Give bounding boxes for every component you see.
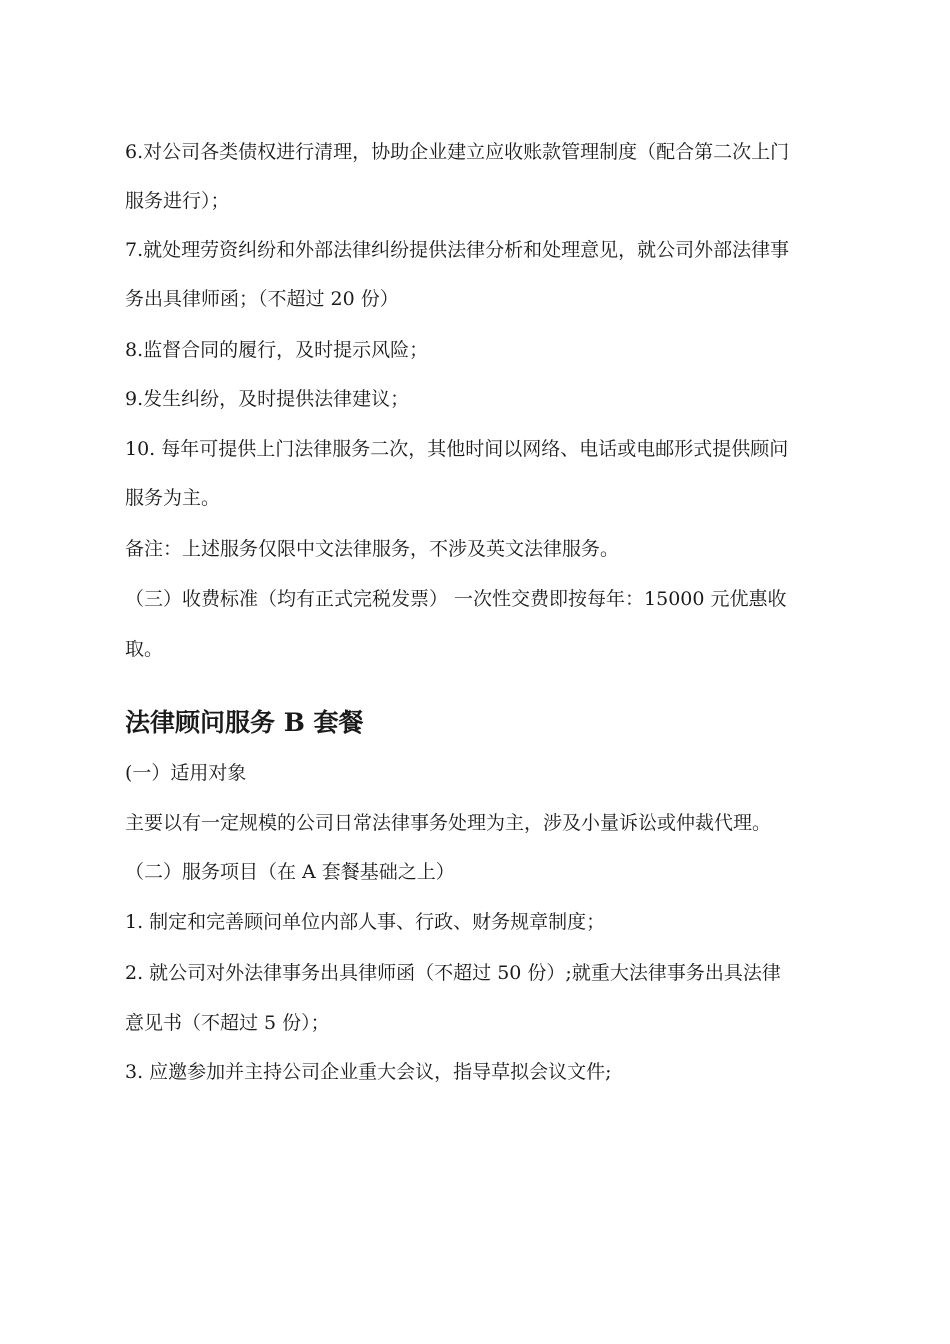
paragraph-line: 务出具律师函；（不超过 20 份） xyxy=(125,288,399,310)
list-item-continuation: 意见书（不超过 5 份）； xyxy=(125,1012,330,1034)
subsection-title-services: （二）服务项目（在 A 套餐基础之上） xyxy=(125,861,455,883)
paragraph-line: 7.就处理劳资纠纷和外部法律纠纷提供法律分析和处理意见，就公司外部法律事 xyxy=(125,239,790,261)
list-item: 3. 应邀参加并主持公司企业重大会议，指导草拟会议文件; xyxy=(125,1061,612,1083)
paragraph-line: 8.监督合同的履行，及时提示风险； xyxy=(125,339,429,361)
list-item: 2. 就公司对外法律事务出具律师函（不超过 50 份）;就重大法律事务出具法律 xyxy=(125,962,781,984)
paragraph-line: 主要以有一定规模的公司日常法律事务处理为主，涉及小量诉讼或仲裁代理。 xyxy=(125,812,772,834)
remark-line: 备注：上述服务仅限中文法律服务，不涉及英文法律服务。 xyxy=(125,538,620,560)
paragraph-line: 9.发生纠纷，及时提供法律建议； xyxy=(125,388,410,410)
paragraph-line: 10. 每年可提供上门法律服务二次，其他时间以网络、电话或电邮形式提供顾问 xyxy=(125,438,789,460)
paragraph-line: 服务为主。 xyxy=(125,487,221,509)
paragraph-line: 6.对公司各类债权进行清理，协助企业建立应收账款管理制度（配合第二次上门 xyxy=(125,141,790,163)
fee-standard-line: （三）收费标准（均有正式完税发票） 一次性交费即按每年：15000 元优惠收 xyxy=(125,588,787,610)
list-item: 1. 制定和完善顾问单位内部人事、行政、财务规章制度； xyxy=(125,911,606,933)
subsection-title-scope: (一）适用对象 xyxy=(125,762,247,784)
paragraph-line: 服务进行）； xyxy=(125,190,230,212)
section-heading-package-b: 法律顾问服务 B 套餐 xyxy=(125,708,364,737)
paragraph-line: 取。 xyxy=(125,638,164,660)
